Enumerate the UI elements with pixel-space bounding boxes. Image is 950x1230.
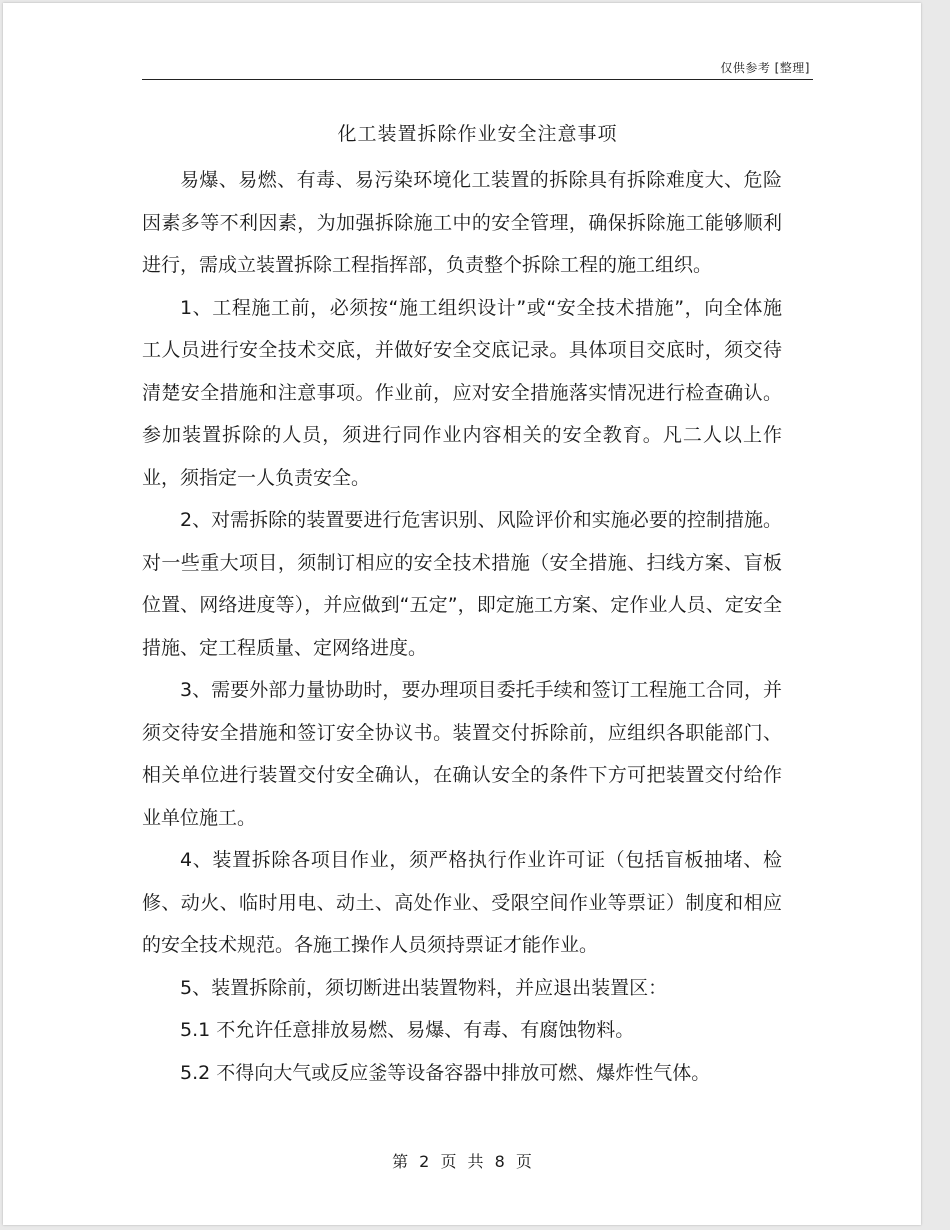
document-title: 化工装置拆除作业安全注意事项 (337, 123, 618, 145)
document-page (3, 3, 921, 1225)
paragraph-item-1: 1、工程施工前，必须按“施工组织设计”或“安全技术措施”，向全体施工人员进行安全技术交底，并做好安全交底记录。具体项目交底时，须交待清楚安全措施和注意事项。作业前，应对安全措施落实情况进行检查确认。参加装置拆除的人员，须进行同作业内容相关的安全教育。凡二人以上作业，须指定一人负责安全。 (142, 296, 782, 489)
paragraph-item-5-2: 5.2 不得向大气或反应釜等设备容器中排放可燃、爆炸性气体。 (180, 1061, 711, 1084)
paragraph-item-5-1: 5.1 不允许任意排放易燃、易爆、有毒、有腐蚀物料。 (180, 1019, 635, 1041)
paragraph-item-2: 2、对需拆除的装置要进行危害识别、风险评价和实施必要的控制措施。对一些重大项目，须制订相应的安全技术措施（安全措施、扫线方案、盲板位置、网络进度等），并应做到“五定”，即定施工方案、定作业人员、定安全措施、定工程质量、定网络进度。 (142, 509, 782, 659)
paragraph-item-4: 4、装置拆除各项目作业，须严格执行作业许可证（包括盲板抽堵、检修、动火、临时用电、动土、高处作业、受限空间作业等票证）制度和相应的安全技术规范。各施工操作人员须持票证才能作业。 (142, 849, 782, 956)
paragraph-intro: 易爆、易燃、有毒、易污染环境化工装置的拆除具有拆除难度大、危险因素多等不利因素，为加强拆除施工中的安全管理，确保拆除施工能够顺利进行，需成立装置拆除工程指挥部，负责整个拆除工程的施工组织。 (142, 169, 782, 276)
page-number: 第 2 页 共 8 页 (392, 1152, 532, 1171)
header-note: 仅供参考 [整理] (720, 61, 810, 75)
header-divider (142, 79, 813, 80)
paragraph-item-3: 3、需要外部力量协助时，要办理项目委托手续和签订工程施工合同，并须交待安全措施和签订安全协议书。装置交付拆除前，应组织各职能部门、相关单位进行装置交付安全确认，在确认安全的条件下方可把装置交付给作业单位施工。 (142, 679, 782, 829)
paragraph-item-5: 5、装置拆除前，须切断进出装置物料，并应退出装置区： (180, 976, 668, 999)
document-body (142, 159, 782, 1094)
